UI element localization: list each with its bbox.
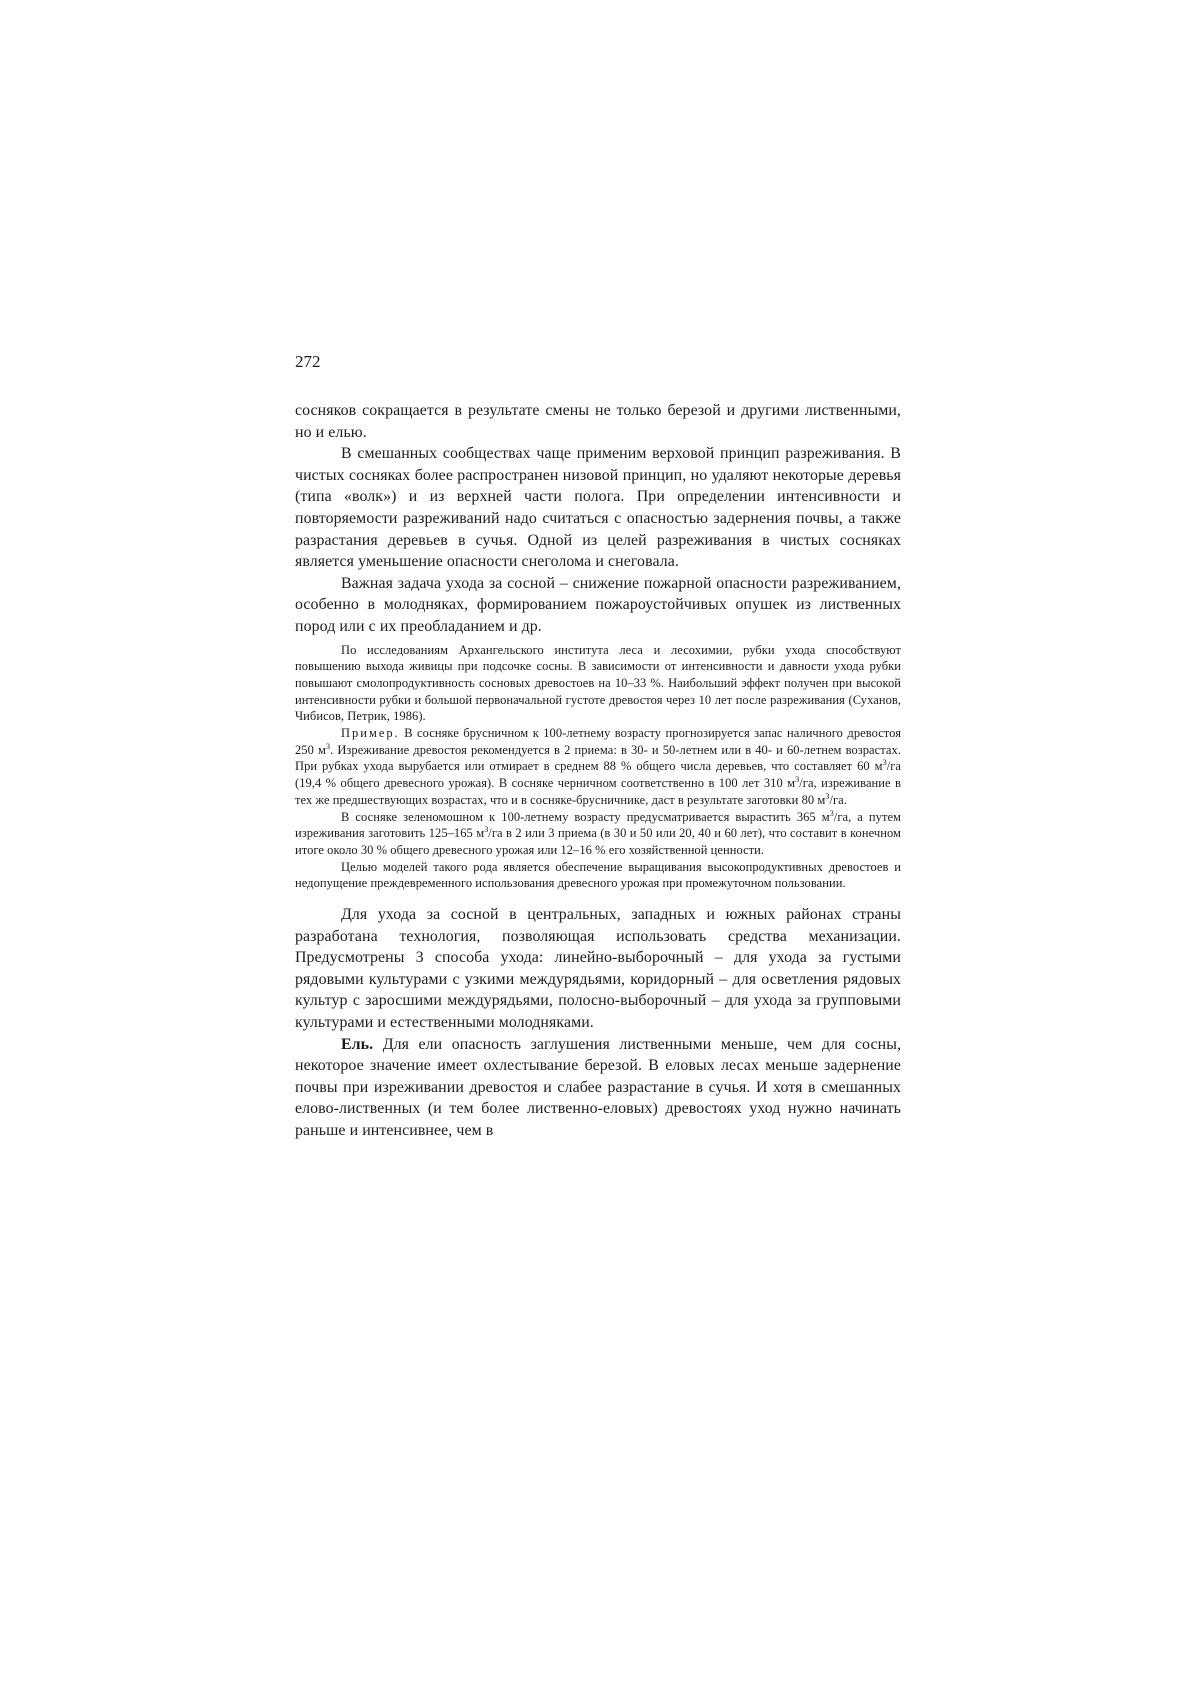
paragraph-fire-danger: Важная задача ухода за сосной – снижение пожарной опасности разреживанием, особенно в молодняках, формированием пожароустойчивых опушек из лиственных пород или с их преобладанием и др.	[295, 574, 901, 635]
paragraph-mechanization: Для ухода за сосной в центральных, западных и южных районах страны разработана технология, позволяющая использовать средства механизации. Предусмотрены 3 способа ухода: линейно-выборочный – для ухода за густыми рядовыми культурами с узкими междурядьями, коридорный – для осветления рядовых культур с заросшими междурядьями, полосно-выборочный – для ухода за групповыми культурами и естественными молодняками.	[295, 906, 901, 1032]
spruce-lead: Ель.	[341, 1035, 374, 1053]
note-resin-yield: По исследованиям Архангельского института леса и лесохимии, рубки ухода способствуют повышению выхода живицы при подсочке сосны. В зависимости от интенсивности и давности ухода рубки повышают смолопродуктивность сосновых древостоев на 10–33 %. Наибольший эффект получен при высокой интенсивности рубки и большой первоначальной густоте древостоя через 10 лет после разреживания (Суханов, Чибисов, Петрик, 1986).	[295, 642, 901, 724]
note-example-lingonberry: Пример. В сосняке брусничном к 100-летнему возрасту прогнозируется запас наличного древостоя 250 $м^3$. Изреживание древостоя рекомендуется в 2 приема: в 30- и 50-летнем или в 40- и 60-летнем возрастах. При рубках ухода вырубается или отмирает в среднем 88 % общего числа деревьев, что составляет 60 $м^3/га$ (19,4 % общего древесного урожая). В сосняке черничном соответственно в 100 лет 310 $м^3/га$, изреживание в тех же предшествующих возрастах, что и в сосняке-брусничнике, даст в результате заготовки 80 $м^3/га$.	[295, 726, 901, 807]
note-model-goal: Целью моделей такого рода является обеспечение выращивания высокопродуктивных древостоев и недопущение преждевременного использования древесного урожая при промежуточном пользовании.	[295, 859, 901, 891]
page-number: 272	[295, 352, 321, 371]
paragraph-continuation: сосняков сокращается в результате смены не только березой и другими лиственными, но и елью.	[295, 402, 901, 441]
paragraph-mixed-communities: В смешанных сообществах чаще применим верховой принцип разреживания. В чистых сосняках более распространен низовой принцип, но удаляют некоторые деревья (типа «волк») и из верхней части полога. При определении интенсивности и повторяемости разреживаний надо считаться с опасностью задернения почвы, а также разрастания деревьев в сучья. Одной из целей разреживания в чистых сосняках является уменьшение опасности снеголома и снеговала.	[295, 445, 901, 571]
note-green-moss: В сосняке зеленомошном к 100-летнему возрасту предусматривается вырастить 365 $м^3/га$, а путем изреживания заготовить 125–165 $м^3/га$ в 2 или 3 приема (в 30 и 50 или 20, 40 и 60 лет), что составит в конечном итоге около 30 % общего древесного урожая или 12–16 % его хозяйственной ценности.	[295, 808, 902, 857]
example-lead: Пример.	[341, 726, 400, 741]
paragraph-spruce: Ель. Для ели опасность заглушения лиственными меньше, чем для сосны, некоторое значение имеет охлестывание березой. В еловых лесах меньше задернение почвы при изреживании древостоя и слабее разрастание в сучья. И хотя в смешанных елово-лиственных (и тем более лиственно-еловых) древостоях уход нужно начинать раньше и интенсивнее, чем в	[295, 1035, 901, 1140]
page-text	[295, 400, 901, 1142]
